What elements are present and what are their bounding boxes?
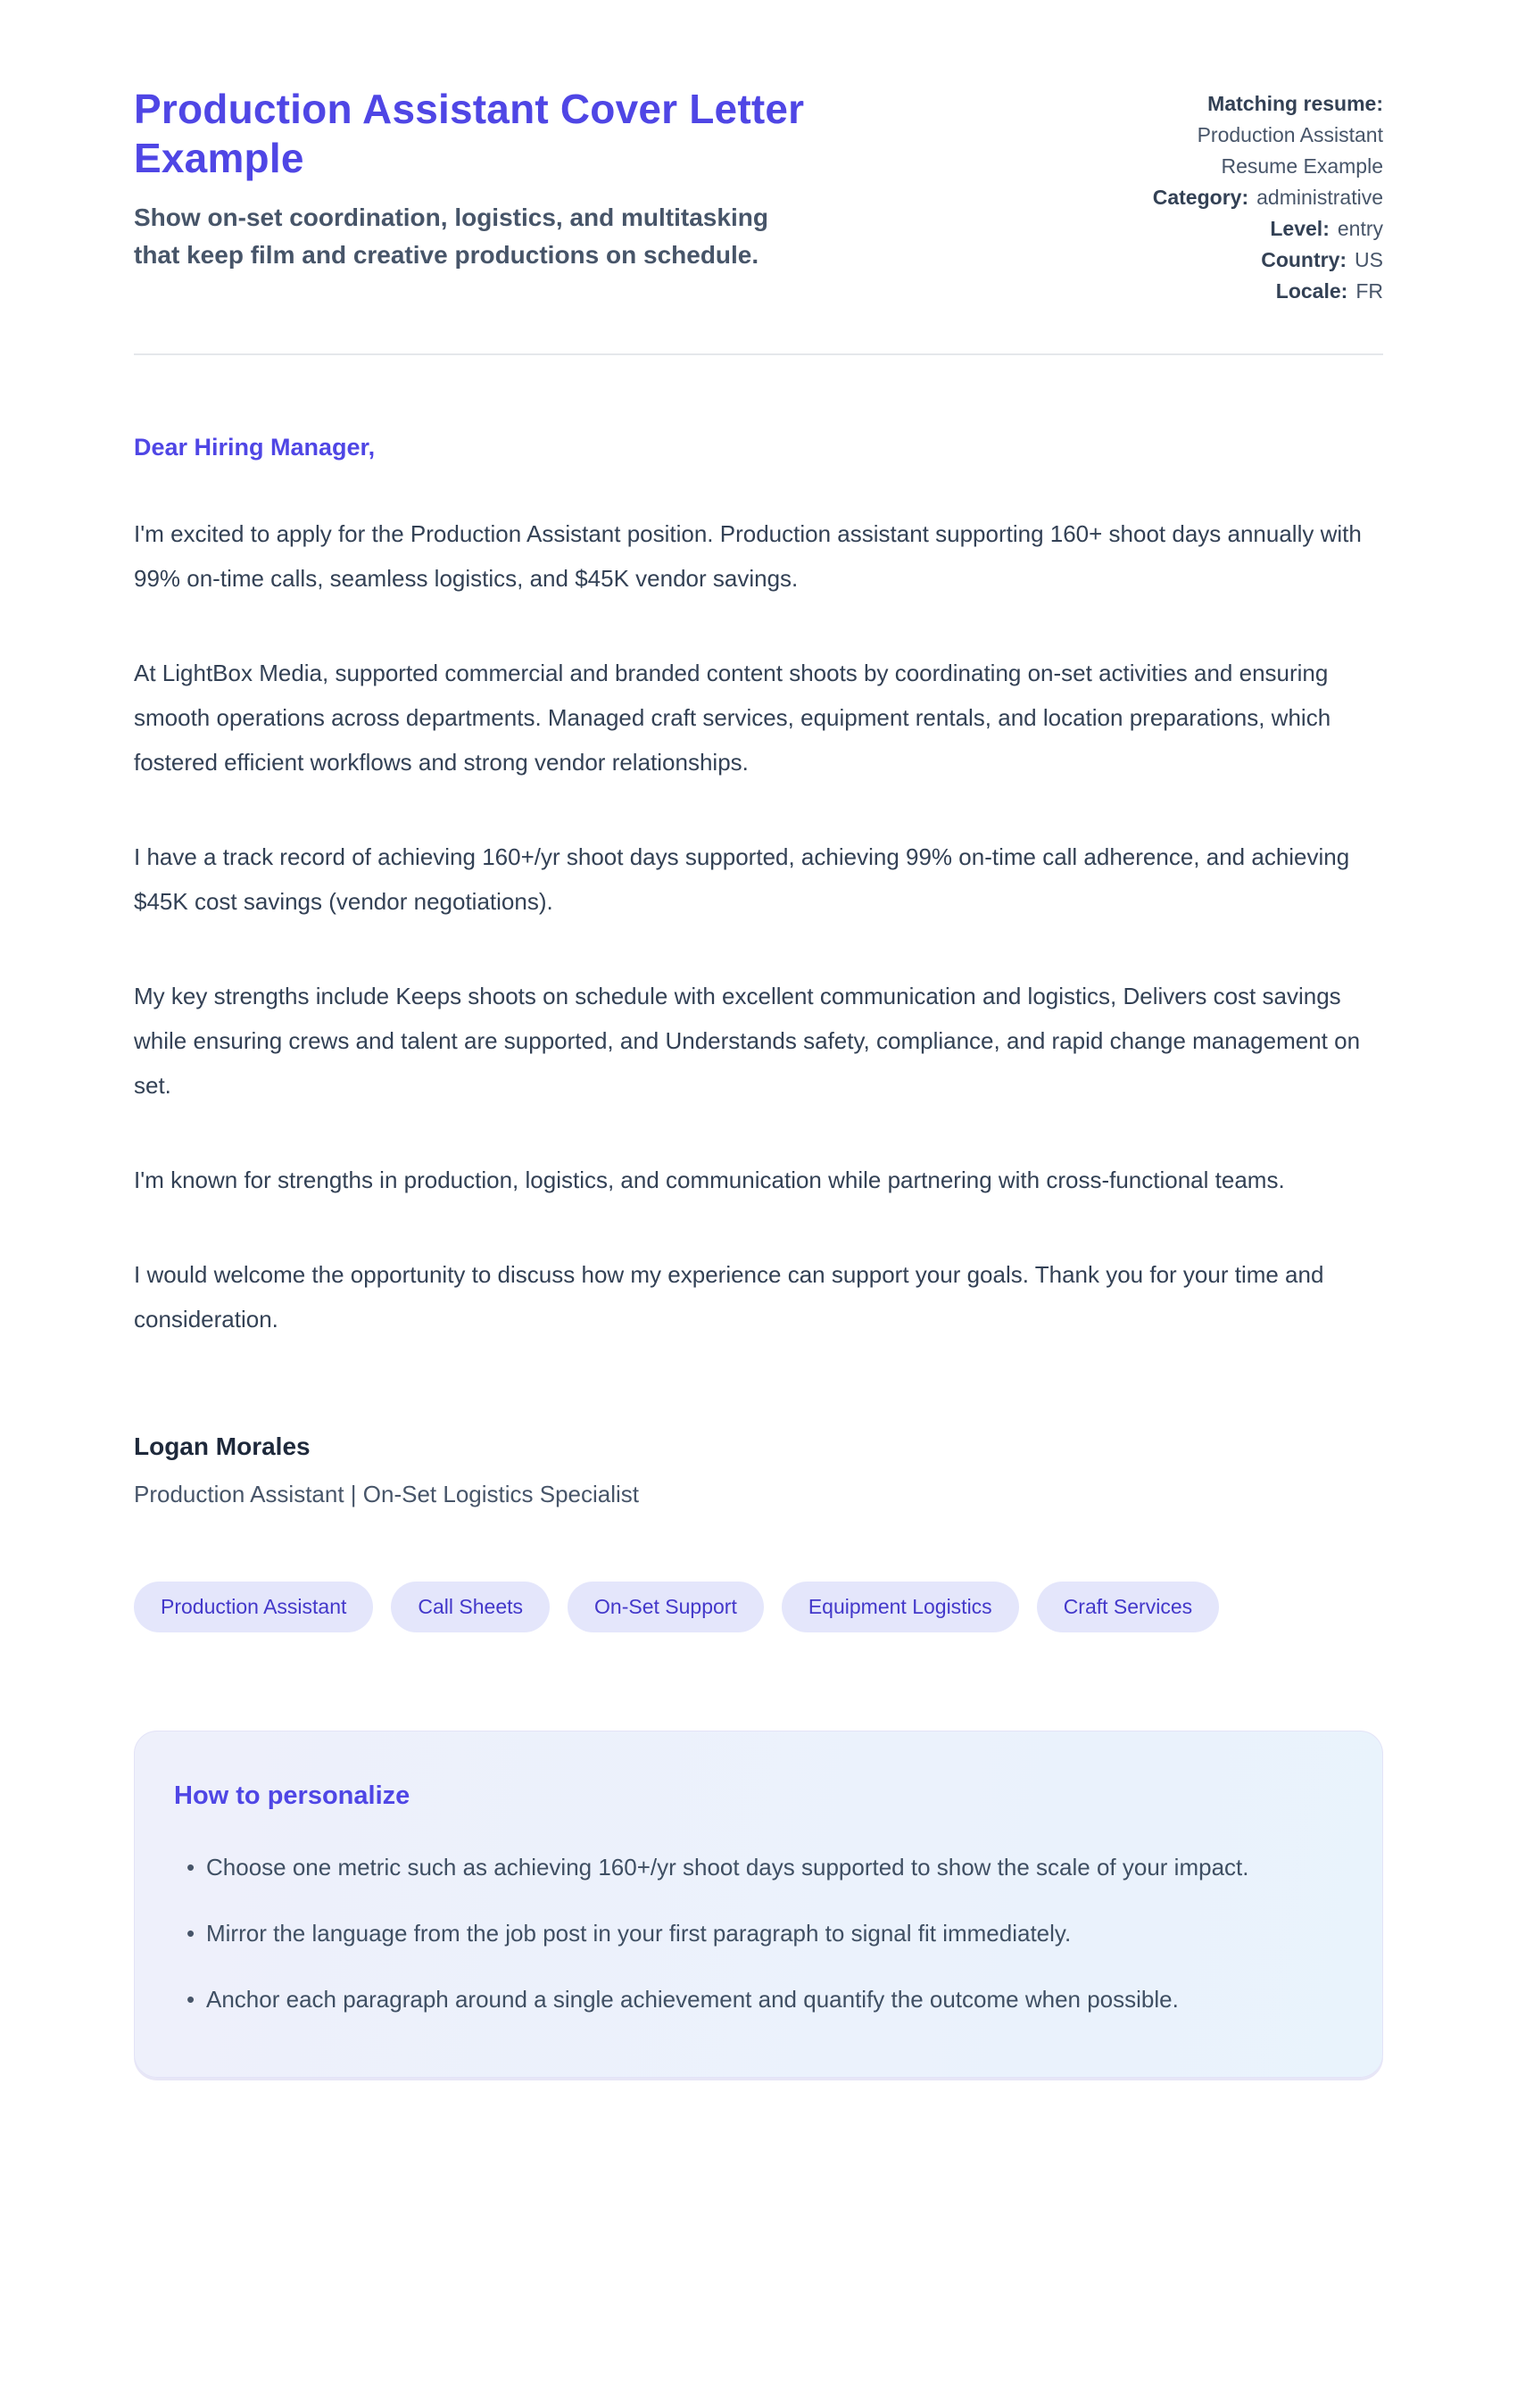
matching-resume-label: Matching resume: bbox=[1207, 92, 1383, 115]
bullet-text: Anchor each paragraph around a single achievement and quantify the outcome when possible. bbox=[206, 1986, 1179, 2013]
letter-paragraph: I'm known for strengths in production, logistics, and communication while partnering with cross-functional teams. bbox=[134, 1167, 1285, 1193]
letter-paragraph: My key strengths include Keeps shoots on schedule with excellent communication and logistics, Delivers cost savings while ensuring crews and talent are supported, and Understands safety, compliance, and rapid change management on set. bbox=[134, 983, 1361, 1099]
letter-paragraph: I would welcome the opportunity to discuss how my experience can support your goals. Thank you for your time and consideration. bbox=[134, 1261, 1324, 1333]
letter-paragraph: I'm excited to apply for the Production Assistant position. Production assistant supporting 160+ shoot days annually with 99% on-time calls, seamless logistics, and $45K vendor savings. bbox=[134, 520, 1362, 592]
category-label: Category: bbox=[1152, 186, 1249, 209]
category-value: administrative bbox=[1256, 186, 1383, 209]
tag-equipment-logistics[interactable]: Equipment Logistics bbox=[782, 1582, 1019, 1632]
page-title: Production Assistant Cover Letter Example bbox=[134, 86, 805, 182]
meta-row-category bbox=[1080, 182, 1383, 213]
locale-label: Locale: bbox=[1275, 279, 1348, 303]
tag-call-sheets[interactable]: Call Sheets bbox=[391, 1582, 550, 1632]
bullet-text: Mirror the language from the job post in your first paragraph to signal fit immediately. bbox=[206, 1920, 1072, 1947]
level-value: entry bbox=[1337, 217, 1383, 240]
bullet-text: Choose one metric such as achieving 160+/yr shoot days supported to show the scale of your impact. bbox=[206, 1854, 1249, 1881]
keyword-tags bbox=[134, 1582, 1383, 1632]
letter-greeting: Dear Hiring Manager, bbox=[134, 434, 376, 461]
tag-production-assistant[interactable]: Production Assistant bbox=[134, 1582, 373, 1632]
bullet-dot: • bbox=[187, 1920, 195, 1947]
personalize-bullet bbox=[174, 1977, 1338, 2022]
header-divider bbox=[134, 353, 1383, 355]
header-title-block bbox=[134, 85, 830, 274]
tag-on-set-support[interactable]: On-Set Support bbox=[568, 1582, 764, 1632]
bullet-dot: • bbox=[187, 1854, 195, 1881]
bullet-dot: • bbox=[187, 1986, 195, 2013]
meta-row-level bbox=[1080, 213, 1383, 245]
signature-role: Production Assistant | On-Set Logistics Specialist bbox=[134, 1481, 640, 1507]
level-label: Level: bbox=[1270, 217, 1330, 240]
country-value: US bbox=[1355, 248, 1383, 271]
personalize-bullet bbox=[174, 1845, 1338, 1889]
page-subtitle: Show on-set coordination, logistics, and multitasking that keep film and creative productions on schedule. bbox=[134, 203, 768, 270]
personalize-bullet bbox=[174, 1911, 1338, 1955]
tag-craft-services[interactable]: Craft Services bbox=[1037, 1582, 1219, 1632]
letter-paragraph: At LightBox Media, supported commercial and branded content shoots by coordinating on-set activities and ensuring smooth operations across departments. Managed craft services, equipment rentals, and location preparations, which fostered efficient workflows and strong vendor relationships. bbox=[134, 660, 1331, 776]
locale-value: FR bbox=[1355, 279, 1383, 303]
letter-paragraph: I have a track record of achieving 160+/yr shoot days supported, achieving 99% on-time call adherence, and achieving $45K cost savings (vendor negotiations). bbox=[134, 843, 1350, 915]
personalize-heading: How to personalize bbox=[174, 1781, 410, 1810]
personalize-callout bbox=[134, 1731, 1383, 2078]
page-header bbox=[134, 0, 1383, 307]
signature-name: Logan Morales bbox=[134, 1432, 311, 1460]
meta-row-country bbox=[1080, 245, 1383, 276]
resume-meta-block bbox=[1080, 85, 1383, 307]
letter-body bbox=[134, 434, 1383, 1508]
country-label: Country: bbox=[1261, 248, 1347, 271]
meta-row-locale bbox=[1080, 276, 1383, 307]
matching-resume-value: Production Assistant Resume Example bbox=[1197, 123, 1383, 178]
